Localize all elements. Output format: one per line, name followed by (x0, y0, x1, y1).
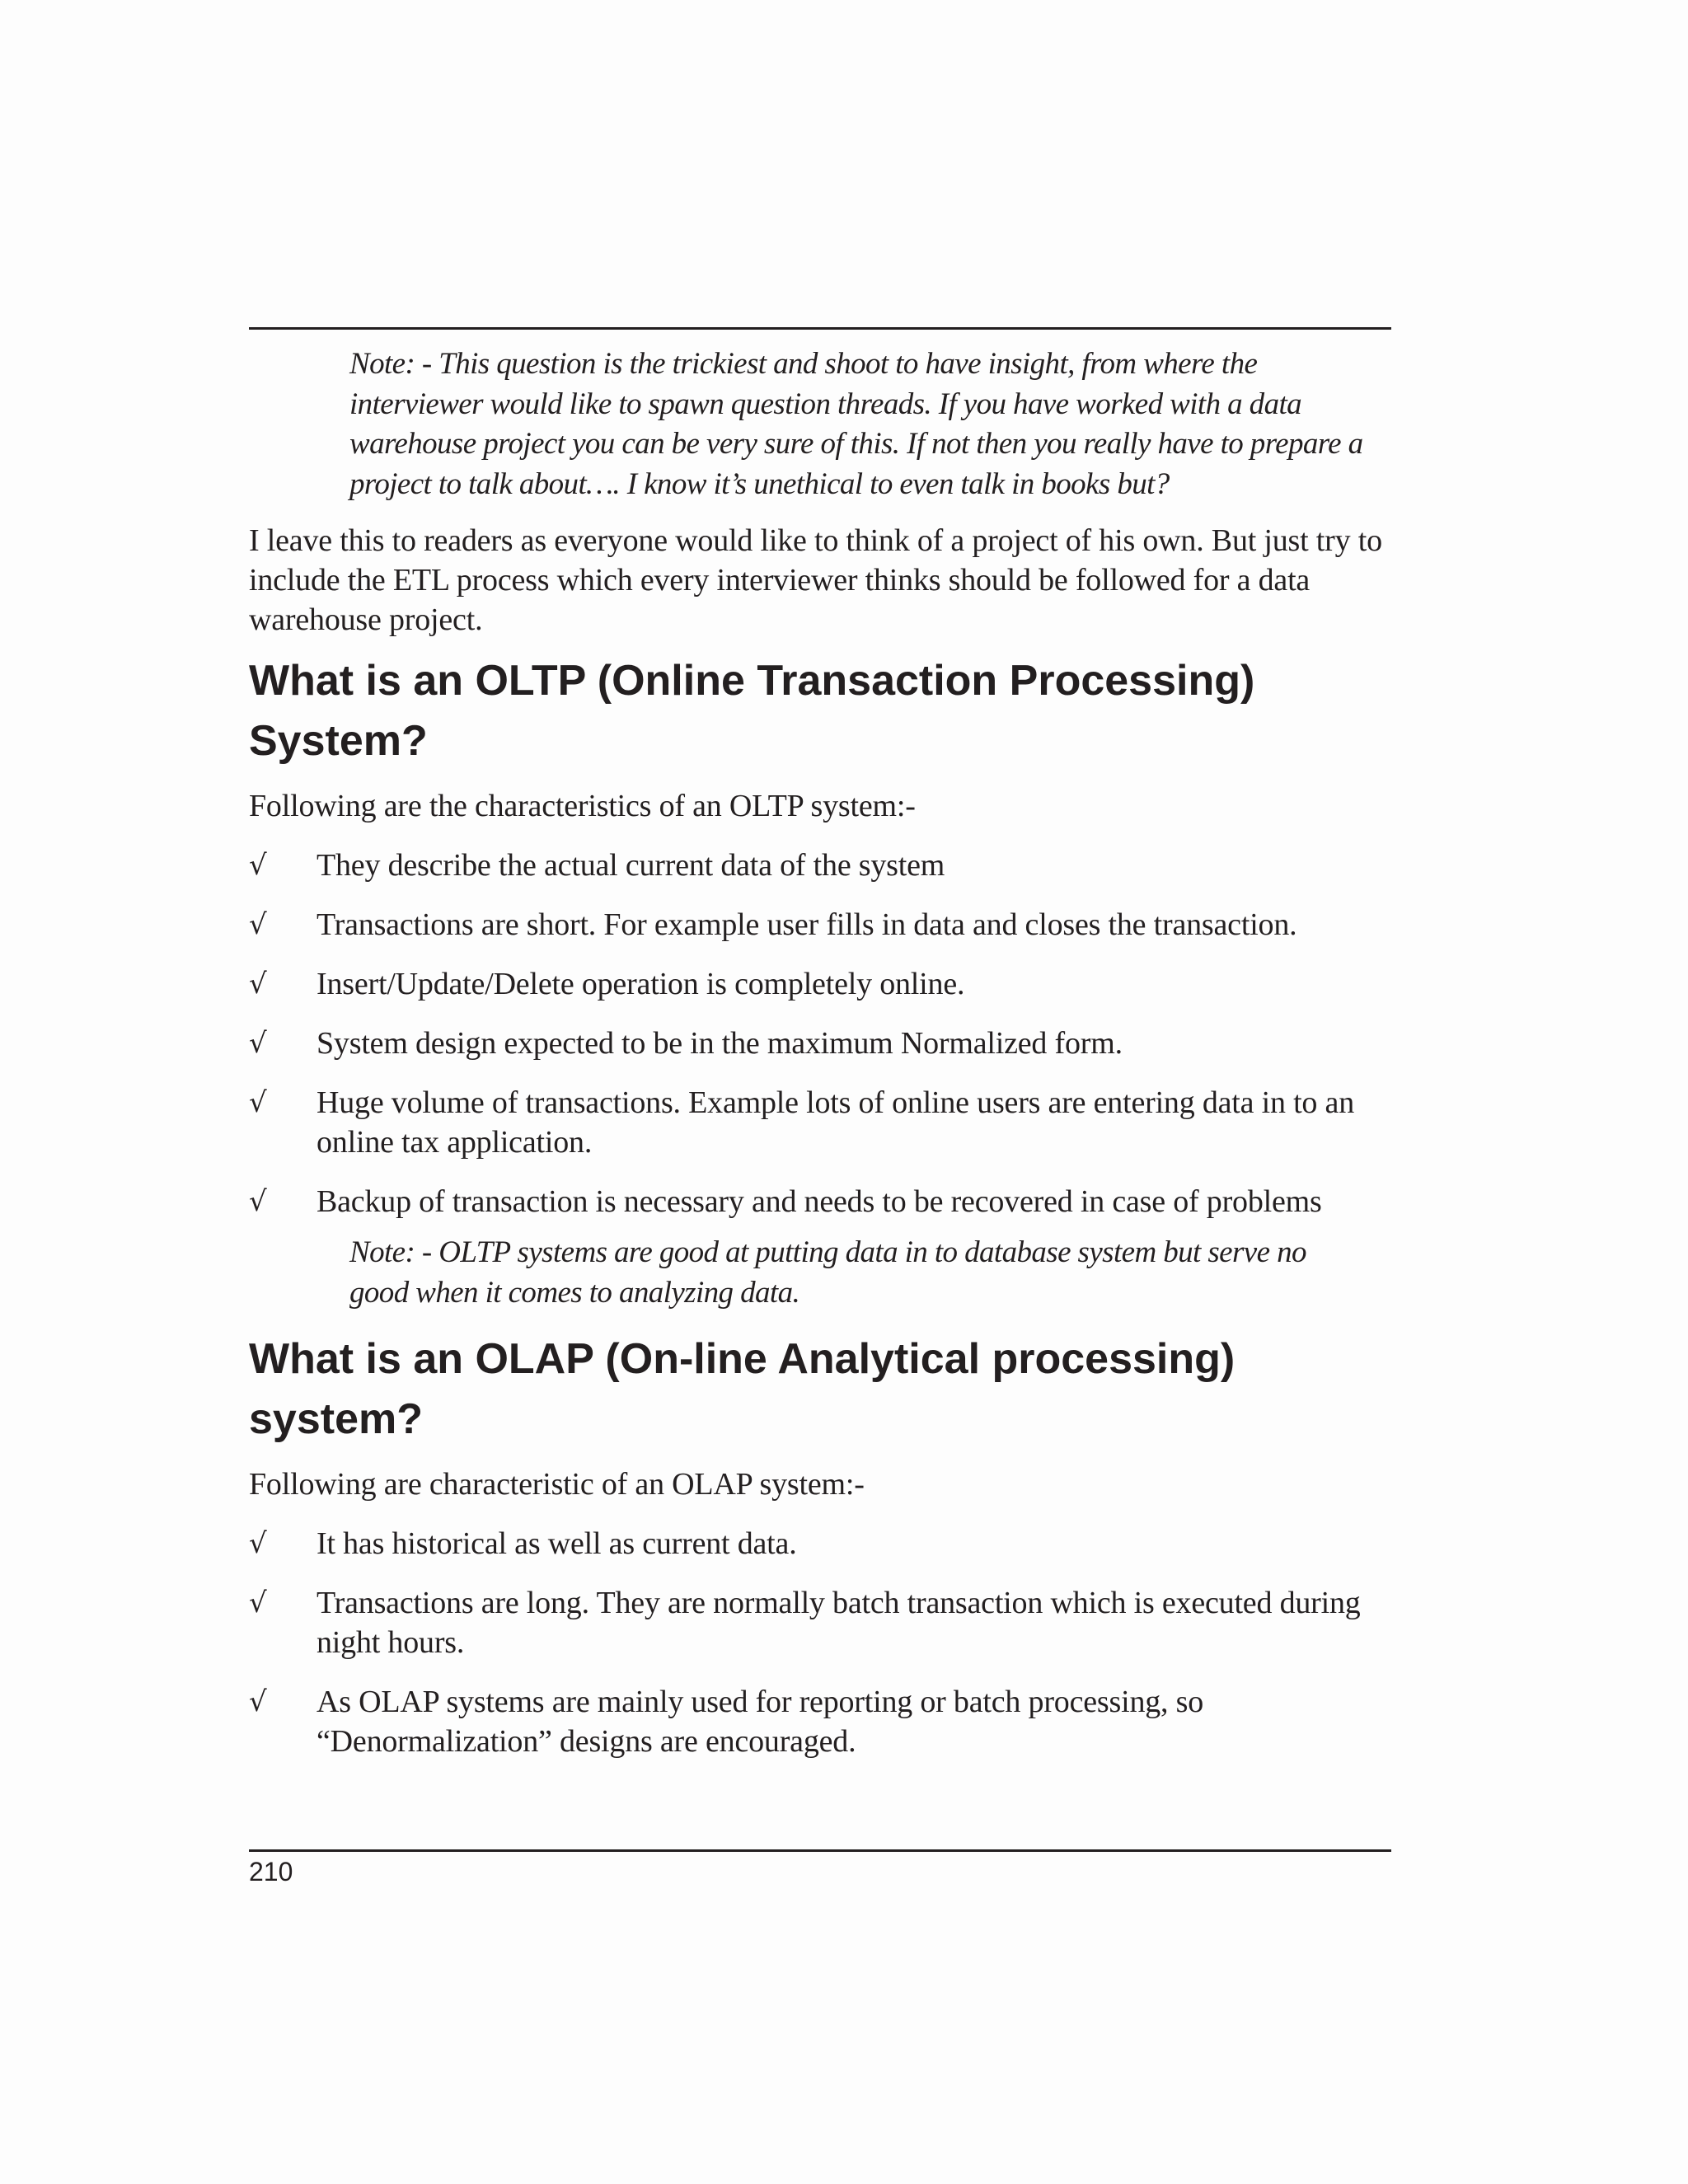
checkmark-icon: √ (249, 849, 267, 882)
list-item (249, 1083, 1391, 1162)
note-project: Note: - This question is the trickiest and shoot to have insight, from where the interviewer would like to spawn question threads. If you have worked with a data warehouse project you can be very sure of this. If not then you really have to prepare a project to talk about…. I know it’s unethical to even talk in books but? (349, 347, 1363, 501)
list-item-text: They describe the actual current data of the system (316, 848, 945, 883)
page-number: 210 (249, 1857, 293, 1886)
list-item (249, 1024, 1391, 1063)
list-item-text: It has historical as well as current data. (316, 1526, 797, 1561)
olap-characteristics-list (249, 1524, 1391, 1761)
checkmark-icon: √ (249, 1027, 267, 1060)
paragraph-readers: I leave this to readers as everyone would like to think of a project of his own. But just try to include the ETL process which every interviewer thinks should be followed for a data warehouse project. (249, 523, 1382, 637)
list-item-text: Huge volume of transactions. Example lots of online users are entering data in to an online tax application. (316, 1085, 1355, 1160)
list-item (249, 846, 1391, 885)
note-oltp: Note: - OLTP systems are good at putting data in to database system but serve no good when it comes to analyzing data. (349, 1235, 1306, 1310)
oltp-characteristics-list (249, 846, 1391, 1221)
olap-intro: Following are characteristic of an OLAP system:- (249, 1467, 865, 1502)
bottom-rule (249, 1849, 1391, 1852)
checkmark-icon: √ (249, 1185, 267, 1218)
checkmark-icon: √ (249, 1586, 267, 1619)
heading-olap: What is an OLAP (On-line Analytical processing) system? (249, 1335, 1236, 1443)
list-item-text: System design expected to be in the maximum Normalized form. (316, 1026, 1123, 1061)
list-item-text: Backup of transaction is necessary and needs to be recovered in case of problems (316, 1184, 1322, 1219)
list-item-text: As OLAP systems are mainly used for reporting or batch processing, so “Denormalization” designs are encouraged. (316, 1685, 1204, 1759)
list-item (249, 905, 1391, 944)
list-item (249, 964, 1391, 1004)
list-item (249, 1182, 1391, 1221)
list-item-text: Transactions are short. For example user fills in data and closes the transaction. (316, 907, 1297, 942)
list-item-text: Transactions are long. They are normally batch transaction which is executed during night hours. (316, 1586, 1361, 1660)
checkmark-icon: √ (249, 1685, 267, 1718)
list-item (249, 1583, 1391, 1662)
list-item (249, 1682, 1391, 1761)
top-rule (249, 327, 1391, 330)
checkmark-icon: √ (249, 1086, 267, 1119)
oltp-intro: Following are the characteristics of an OLTP system:- (249, 789, 916, 823)
list-item (249, 1524, 1391, 1563)
list-item-text: Insert/Update/Delete operation is completely online. (316, 967, 965, 1001)
page-body (249, 331, 1391, 1761)
heading-oltp: What is an OLTP (Online Transaction Processing) System? (249, 657, 1255, 765)
checkmark-icon: √ (249, 908, 267, 941)
checkmark-icon: √ (249, 968, 267, 1001)
checkmark-icon: √ (249, 1527, 267, 1560)
